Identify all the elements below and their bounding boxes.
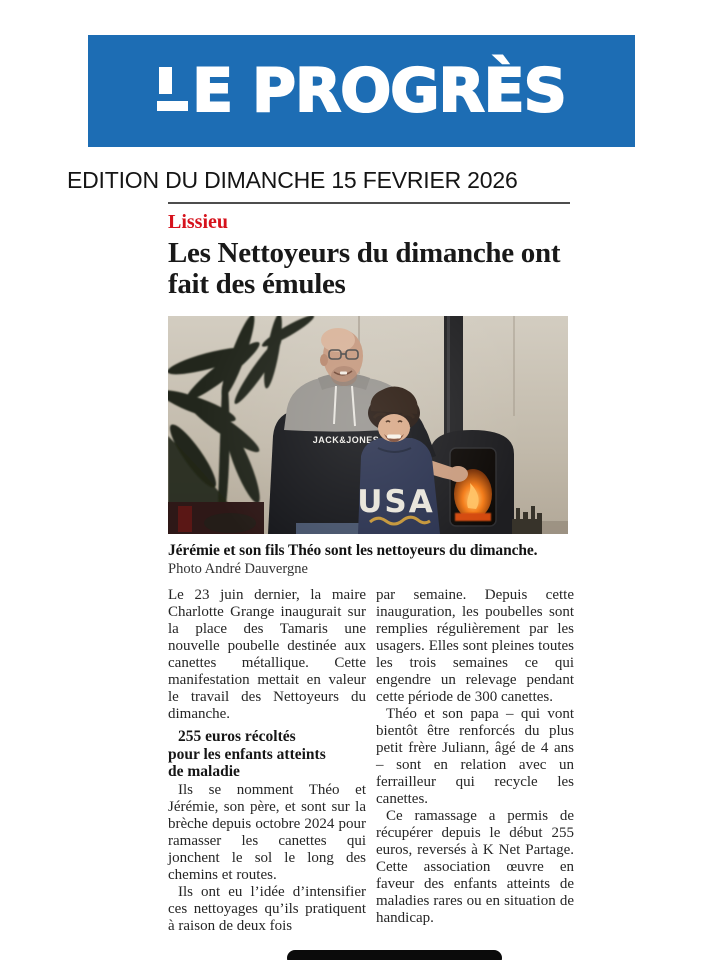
- paragraph: Ils se nomment Théo et Jérémie, son père, et sont sur la brèche depuis octobre 2024 pour ramasser les canettes qui jonchent le sol le long des chemins et routes.: [168, 781, 366, 883]
- masthead-title: [157, 56, 566, 126]
- article-subhead: [168, 728, 366, 781]
- subhead-line: de maladie: [168, 763, 240, 780]
- body-columns: [168, 587, 574, 935]
- photo-credit: Photo André Dauvergne: [168, 561, 308, 577]
- masthead-banner: [88, 35, 635, 147]
- photo-illustration: [168, 316, 568, 534]
- photo-caption: Jérémie et son fils Théo sont les nettoyeurs du dimanche.: [168, 542, 538, 559]
- paragraph: Ils ont eu l’idée d’intensifier ces nettoyages qu’ils pratiquent à raison de deux fois: [168, 883, 366, 934]
- edition-line: EDITION DU DIMANCHE 15 FEVRIER 2026: [67, 167, 518, 193]
- column-left: [168, 587, 366, 935]
- paragraph: par semaine. Depuis cette inauguration, les poubelles sont remplies régulièrement par les usagers. Elles sont pleines toutes les trois semaines ce qui engendre un relevage pendant cette période de 300 canettes.: [376, 587, 574, 705]
- paragraph: Ce ramassage a permis de récupérer depuis le début 255 euros, reversés à K Net Partage. Cette association œuvre en faveur des enfants atteints de maladies rares ou en situation de handicap.: [376, 808, 574, 926]
- article-top-rule: [168, 202, 570, 204]
- article-kicker: Lissieu: [168, 211, 229, 233]
- masthead-title-text: E PROGRÈS: [192, 56, 566, 126]
- article-photo: [168, 316, 568, 578]
- column-right: [376, 587, 574, 935]
- article: [168, 202, 574, 935]
- subhead-line: 255 euros récoltés: [178, 728, 296, 745]
- paragraph: Le 23 juin dernier, la maire Charlotte Grange inaugurait sur la place des Tamaris une nouvelle poubelle destinée aux canettes métallique. Cette manifestation mettait en valeur le travail des Nettoyeurs du dimanche.: [168, 587, 366, 722]
- subhead-line: pour les enfants atteints: [168, 745, 326, 763]
- paragraph: Théo et son papa – qui vont bientôt être renforcés du plus petit frère Juliann, âgé de 4 ans – sont en relation avec un ferrailleur qui recycle les canettes.: [376, 706, 574, 807]
- logo-l-glyph: [157, 67, 188, 111]
- article-headline: Les Nettoyeurs du dimanche ont fait des émules: [168, 237, 561, 300]
- bottom-handle-bar: [287, 950, 502, 960]
